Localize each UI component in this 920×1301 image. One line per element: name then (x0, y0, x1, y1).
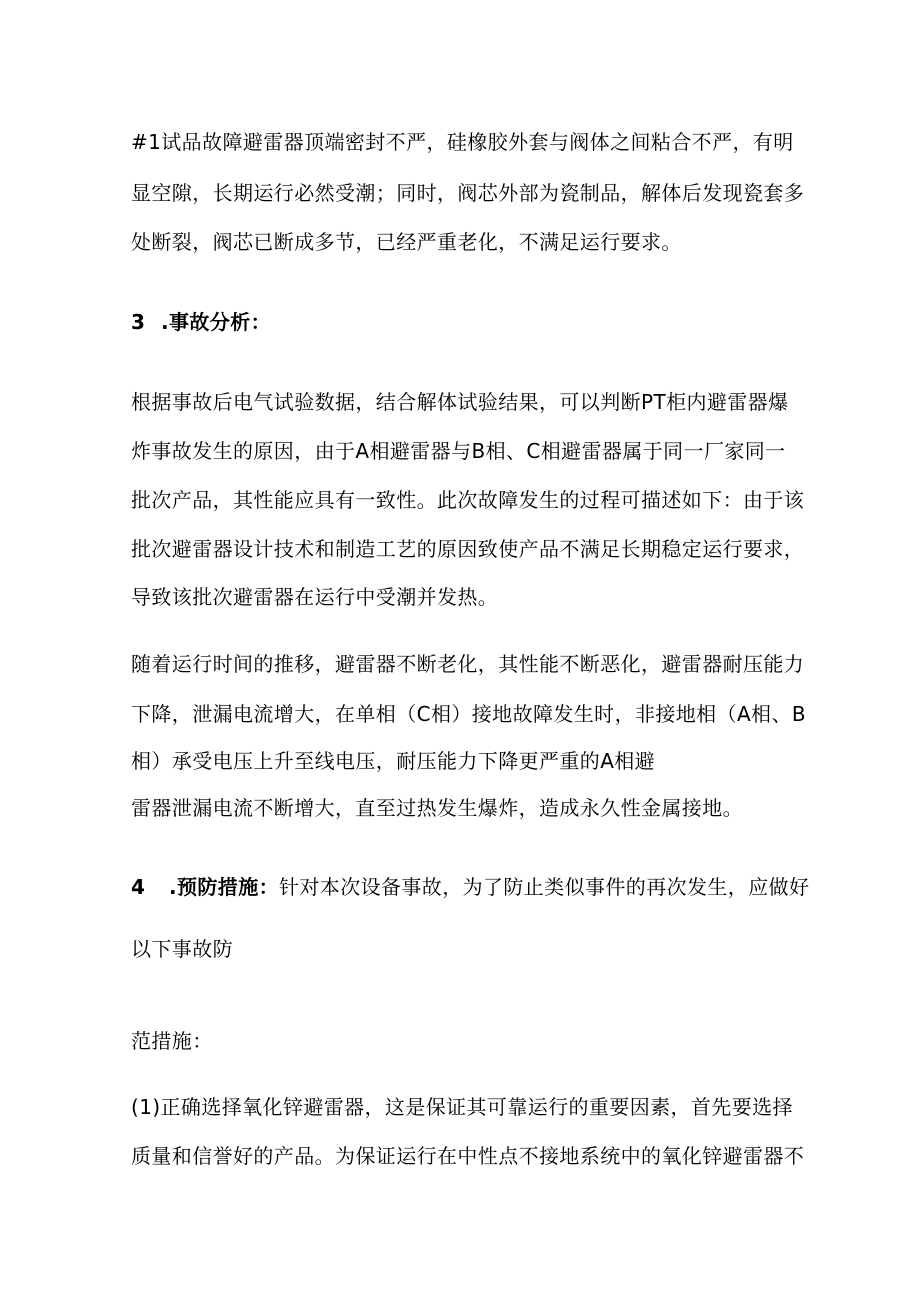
paragraph-3-line-4: 雷器泄漏电流不断增大，直至过热发生爆炸，造成永久性金属接地。 (131, 796, 743, 820)
paragraph-5-line-2: 质量和信誉好的产品。为保证运行在中性点不接地系统中的氧化锌避雷器不 (131, 1144, 805, 1168)
paragraph-2-line-5: 导致该批次避雷器在运行中受潮并发热。 (131, 585, 499, 609)
paragraph-1-line-2: 显空隙，长期运行必然受潮；同时，阀芯外部为瓷制品，解体后发现瓷套多 (131, 181, 805, 205)
paragraph-1-line-3: 处断裂，阀芯已断成多节，已经严重老化，不满足运行要求。 (131, 230, 682, 254)
paragraph-3-line-1: 随着运行时间的推移，避雷器不断老化，其性能不断恶化，避雷器耐压能力 (131, 652, 805, 676)
paragraph-2-line-3: 批次产品，其性能应具有一致性。此次故障发生的过程可描述如下：由于该 (131, 488, 805, 512)
section-4-line-3: 范措施： (131, 1029, 213, 1053)
paragraph-2-line-2: 炸事故发生的原因，由于A相避雷器与B相、C相避雷器属于同一厂家同一 (131, 439, 786, 463)
paragraph-5-line-1: (1)正确选择氧化锌避雷器，这是保证其可靠运行的重要因素，首先要选择 (131, 1095, 793, 1119)
section-3-heading (131, 310, 271, 334)
section-3-title: .事故分析： (161, 310, 271, 334)
paragraph-3-line-2: 下降，泄漏电流增大，在单相（C相）接地故障发生时，非接地相（A相、B (131, 702, 806, 726)
section-3-number: 3 (131, 310, 146, 334)
paragraph-1-line-1: #1试品故障避雷器顶端密封不严，硅橡胶外套与阀体之间粘合不严，有明 (131, 130, 794, 154)
section-4-title: .预防措施： (169, 875, 279, 899)
paragraph-2-line-1: 根据事故后电气试验数据，结合解体试验结果，可以判断PT柜内避雷器爆 (131, 390, 789, 414)
section-4-number: 4 (131, 875, 146, 899)
section-4-text: 针对本次设备事故，为了防止类似事件的再次发生，应做好 (279, 875, 810, 899)
paragraph-2-line-4: 批次避雷器设计技术和制造工艺的原因致使产品不满足长期稳定运行要求， (131, 537, 805, 561)
paragraph-3-line-3: 相）承受电压上升至线电压，耐压能力下降更严重的A相避 (131, 749, 656, 773)
section-4-line-2: 以下事故防 (131, 937, 233, 961)
section-4-heading (131, 875, 809, 899)
